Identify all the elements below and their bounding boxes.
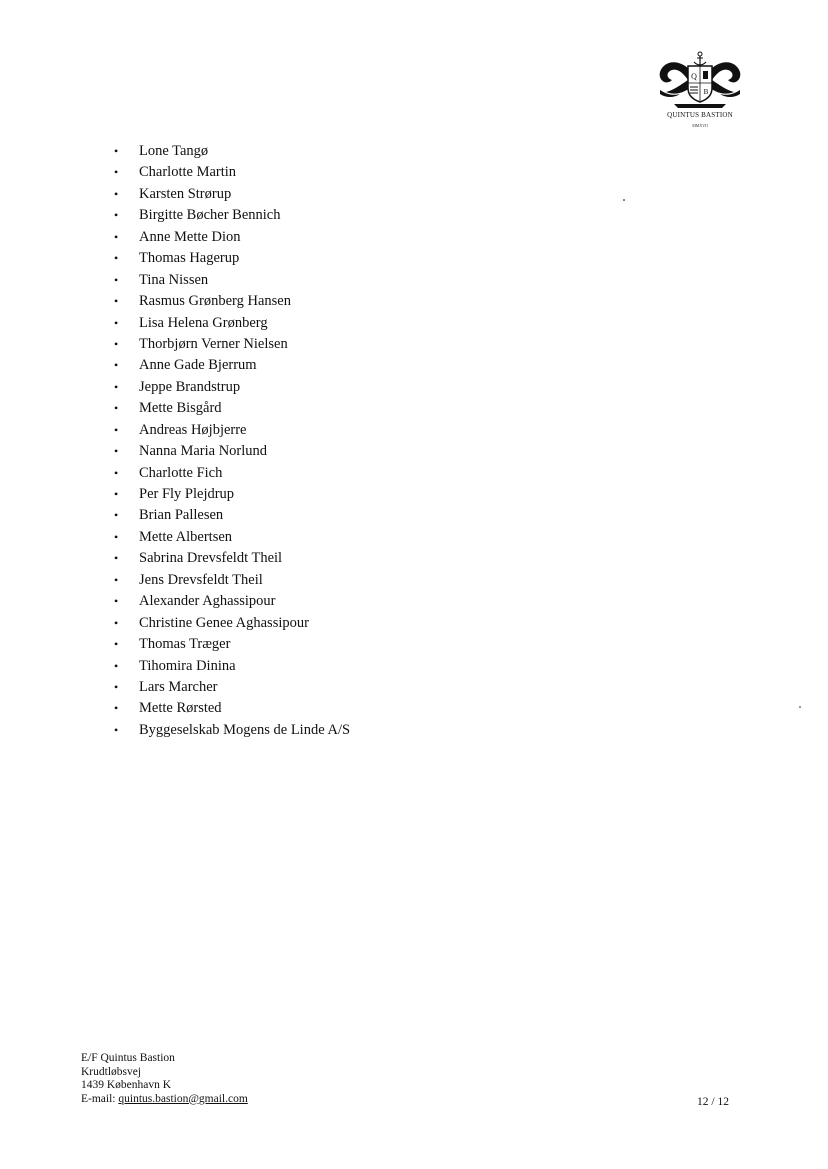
list-item xyxy=(114,248,614,269)
list-item-text: Birgitte Bøcher Bennich xyxy=(139,207,281,224)
list-item xyxy=(114,377,614,398)
list-item-text: Mette Bisgård xyxy=(139,400,222,417)
list-item-text: Rasmus Grønberg Hansen xyxy=(139,293,291,310)
list-item-text: Anne Mette Dion xyxy=(139,228,241,245)
bullet: • xyxy=(114,615,119,630)
list-item-text: Tina Nissen xyxy=(139,271,209,288)
list-item xyxy=(114,613,614,634)
scan-speck xyxy=(623,199,625,201)
scan-speck xyxy=(799,706,801,708)
list-item xyxy=(114,441,614,462)
list-item xyxy=(114,313,614,334)
bullet: • xyxy=(114,529,119,544)
bullet: • xyxy=(114,315,119,330)
footer-postal-city: 1439 København K xyxy=(81,1079,172,1091)
list-item xyxy=(114,184,614,205)
bullet: • xyxy=(114,229,119,244)
bullet: • xyxy=(114,572,119,587)
list-item-text: Thomas Træger xyxy=(139,636,231,653)
list-item-text: Alexander Aghassipour xyxy=(139,593,276,610)
list-item-text: Mette Rørsted xyxy=(139,700,222,717)
bullet: • xyxy=(114,401,119,416)
list-item xyxy=(114,570,614,591)
list-item-text: Tihomira Dinina xyxy=(139,657,236,674)
list-item xyxy=(114,334,614,355)
list-item-text: Christine Genee Aghassipour xyxy=(139,614,309,631)
bullet: • xyxy=(114,679,119,694)
list-item xyxy=(114,398,614,419)
bullet: • xyxy=(114,294,119,309)
list-item-text: Jens Drevsfeldt Theil xyxy=(139,571,263,588)
list-item-text: Lisa Helena Grønberg xyxy=(139,314,268,331)
list-item-text: Mette Albertsen xyxy=(139,528,233,545)
name-list xyxy=(114,141,614,741)
logo-subtext: MMXVII xyxy=(692,123,708,128)
list-item xyxy=(114,355,614,376)
bullet: • xyxy=(114,658,119,673)
bullet: • xyxy=(114,637,119,652)
footer-address xyxy=(81,1052,248,1106)
list-item xyxy=(114,527,614,548)
list-item xyxy=(114,698,614,719)
list-item-text: Charlotte Fich xyxy=(139,464,223,481)
list-item-text: Jeppe Brandstrup xyxy=(139,378,241,395)
bullet: • xyxy=(114,508,119,523)
list-item-text: Charlotte Martin xyxy=(139,164,237,181)
logo-text: QUINTUS BASTION xyxy=(667,111,733,119)
list-item-text: Thorbjørn Verner Nielsen xyxy=(139,335,288,352)
list-item xyxy=(114,227,614,248)
list-item-text: Byggeselskab Mogens de Linde A/S xyxy=(139,721,351,738)
list-item xyxy=(114,548,614,569)
list-item xyxy=(114,463,614,484)
list-item-text: Lars Marcher xyxy=(139,678,218,695)
list-item xyxy=(114,291,614,312)
bullet: • xyxy=(114,144,119,158)
bullet: • xyxy=(114,722,119,737)
footer-email-label: E-mail: xyxy=(81,1092,119,1105)
bullet: • xyxy=(114,551,119,566)
bullet: • xyxy=(114,186,119,201)
logo xyxy=(652,50,748,145)
bullet: • xyxy=(114,465,119,480)
crest-letter-q: Q xyxy=(691,72,697,81)
list-item xyxy=(114,205,614,226)
page-number: 12 / 12 xyxy=(697,1096,729,1108)
list-item xyxy=(114,420,614,441)
list-item-text: Lone Tangø xyxy=(139,143,209,159)
bullet: • xyxy=(114,594,119,609)
bullet: • xyxy=(114,272,119,287)
list-item-text: Karsten Strørup xyxy=(139,185,232,202)
list-item xyxy=(114,677,614,698)
list-item-text: Nanna Maria Norlund xyxy=(139,443,268,460)
bullet: • xyxy=(114,336,119,351)
crest-letter-b: B xyxy=(703,88,709,96)
list-item xyxy=(114,270,614,291)
bullet: • xyxy=(114,701,119,716)
footer-email-line xyxy=(81,1093,248,1107)
bullet: • xyxy=(114,422,119,437)
email-link[interactable]: quintus.bastion@gmail.com xyxy=(118,1092,248,1105)
list-item xyxy=(114,591,614,612)
list-item xyxy=(114,162,614,183)
bullet: • xyxy=(114,208,119,223)
list-item-text: Brian Pallesen xyxy=(139,507,224,524)
list-item xyxy=(114,720,614,741)
list-item xyxy=(114,505,614,526)
bullet: • xyxy=(114,379,119,394)
list-item xyxy=(114,141,614,162)
footer-association-name: E/F Quintus Bastion xyxy=(81,1052,175,1064)
list-item xyxy=(114,634,614,655)
list-item-text: Per Fly Plejdrup xyxy=(139,486,235,502)
bullet: • xyxy=(114,251,119,266)
bullet: • xyxy=(114,358,119,373)
list-item-text: Anne Gade Bjerrum xyxy=(139,357,257,374)
footer-street: Krudtløbsvej xyxy=(81,1065,142,1078)
bullet: • xyxy=(114,165,119,180)
list-item-text: Andreas Højbjerre xyxy=(139,421,247,438)
list-item xyxy=(114,484,614,505)
list-item-text: Thomas Hagerup xyxy=(139,250,240,267)
list-item-text: Sabrina Drevsfeldt Theil xyxy=(139,550,283,567)
list-item xyxy=(114,656,614,677)
bullet: • xyxy=(114,487,119,501)
bullet: • xyxy=(114,444,119,459)
crest-icon xyxy=(652,50,748,110)
